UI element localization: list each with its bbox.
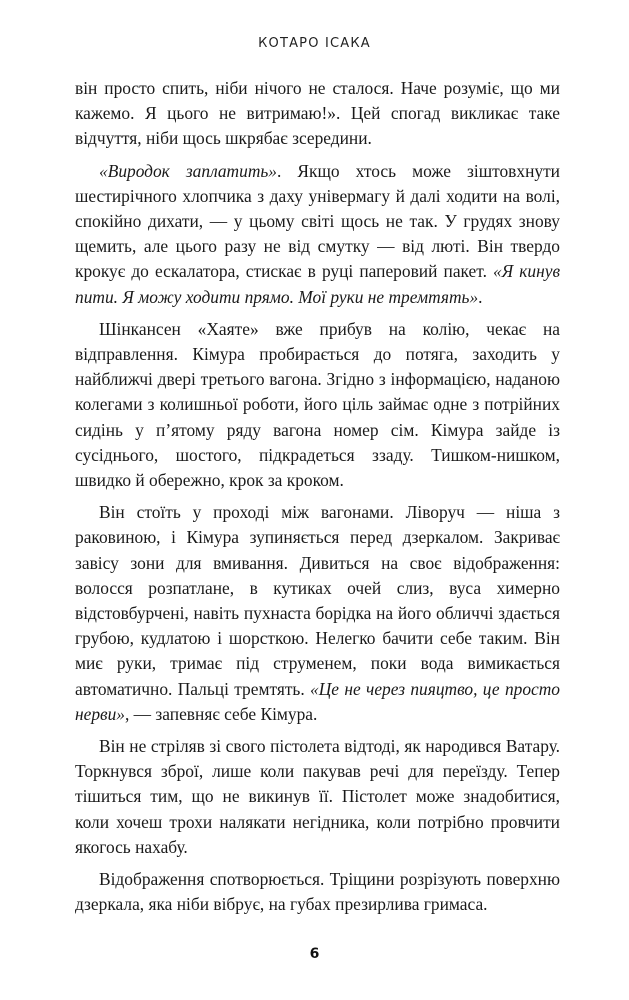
body-text (75, 76, 560, 925)
paragraph (75, 159, 560, 310)
italic-quote: «Я кинув пити. Я можу ходити прямо. Мої руки не тремтять» (75, 261, 560, 307)
italic-quote: «Виродок заплатить» (99, 160, 277, 181)
paragraph (75, 867, 560, 917)
paragraph (75, 317, 560, 493)
paragraph-text: він просто спить, ніби нічого не сталося. Наче розуміє, що ми кажемо. Я цього не витримаю!». Цей спогад викликає таке відчуття, ніби щось шкрябає зсередини. (75, 78, 560, 149)
running-head: КОТАРО ІСАКА (258, 36, 371, 51)
paragraph-text: . Якщо хтось може зіштовхнути шестирічного хлопчика з даху універмагу й далі ходити на волі, спокійно дихати, — у цьому світі щось не так. У грудях знову щемить, але цього разу не від смутку — від люті. Він твердо крокує до ескалатора, стискає в руці паперовий пакет. (75, 160, 560, 282)
paragraph-text: . (478, 286, 483, 307)
paragraph-text: Він стоїть у проході між вагонами. Ліворуч — ніша з раковиною, і Кімура зупиняється перед дзеркалом. Закриває завісу зони для вмивання. Дивиться на своє відображення: волосся розпатлане, в кутиках очей слиз, вуса химерно відстовбурчені, навіть пухнаста борідка на його обличчі здається грубою, кудлатою і шорсткою. Нелегко бачити себе таким. Він миє руки, тримає під струменем, поки вода вимикається автоматично. Пальці тремтять. (75, 502, 560, 699)
paragraph-text: Відображення спотворюється. Тріщини розрізують поверхню дзеркала, яка ніби вібрує, на губах презирлива гримаса. (75, 869, 560, 915)
paragraph (75, 734, 560, 860)
paragraph-text: Шінкансен «Хаяте» вже прибув на колію, чекає на відправлення. Кімура пробирається до потяга, заходить у найближчі двері третього вагона. Згідно з інформацією, наданою колегами з колишньої роботи, його ціль займає одне з потрійних сидінь у п’ятому ряду вагона номер сім. Кімура зайде із сусіднього, шостого, підкрадеться ззаду. Тишком-нишком, швидко й обережно, крок за кроком. (75, 318, 560, 491)
paragraph-text: , — запевняє себе Кімура. (124, 703, 318, 724)
paragraph (75, 76, 560, 152)
italic-quote: «Це не через пияцтво, це просто нерви» (75, 678, 560, 724)
page-number: 6 (309, 946, 320, 962)
paragraph (75, 500, 560, 727)
paragraph-text: Він не стріляв зі свого пістолета відтоді, як народився Ватару. Торкнувся зброї, лише коли пакував речі для переїзду. Тепер тішиться тим, що не викинув її. Пістолет може знадобитися, коли хочеш трохи налякати негідника, коли потрібно провчити якогось нахабу. (75, 736, 560, 857)
